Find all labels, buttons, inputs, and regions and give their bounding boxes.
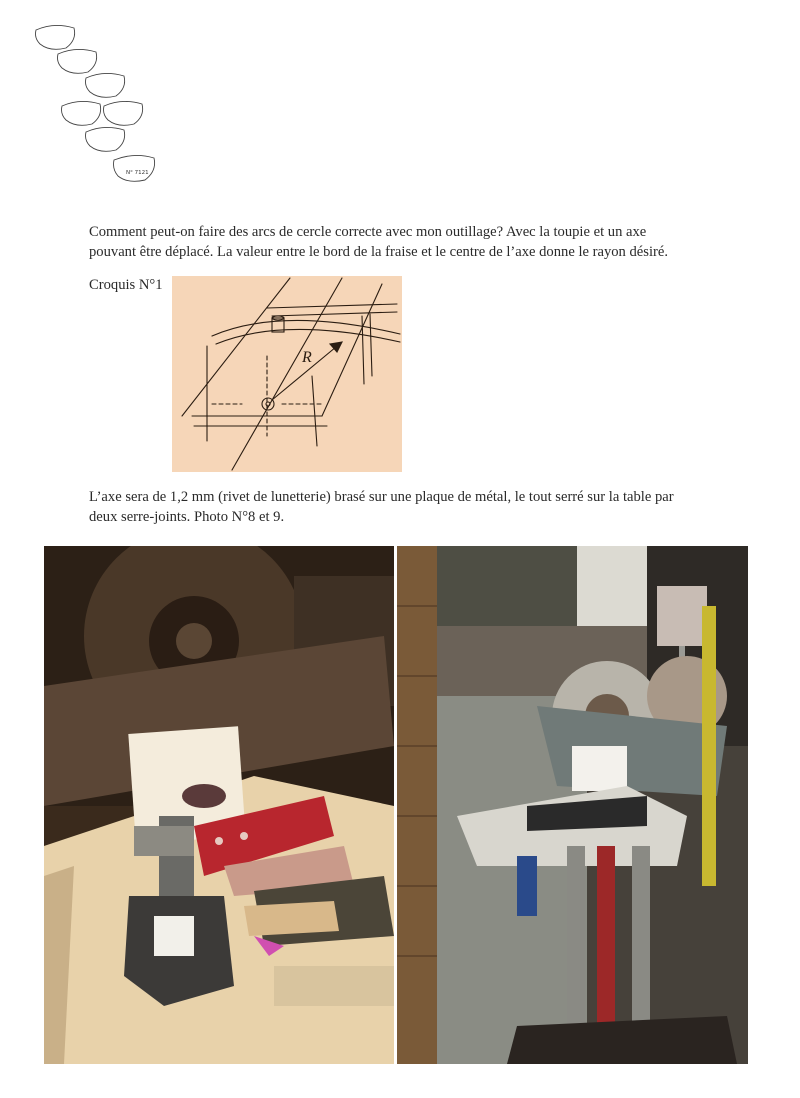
lens-outline bbox=[58, 49, 97, 73]
paragraph-axis: L’axe sera de 1,2 mm (rivet de lunetterie) brasé sur une plaque de métal, le tout serré sur la table par deux serre-joints. Photo N°8 et 9. bbox=[89, 489, 674, 525]
lens-outline bbox=[104, 101, 143, 125]
lens-outline bbox=[86, 127, 125, 151]
lens-outline-stack bbox=[30, 18, 170, 193]
lens-outline bbox=[36, 25, 75, 49]
photo-workbench bbox=[44, 546, 394, 1064]
lens-outline bbox=[62, 101, 101, 125]
sketch-caption: Croquis N°1 bbox=[89, 277, 163, 293]
paragraph-intro: Comment peut-on faire des arcs de cercle correcte avec mon outillage? Avec la toupie et un axe pouvant être déplacé. La valeur entre le bord de la fraise et le centre de l’axe donne le rayon désiré. bbox=[89, 224, 668, 260]
photo-grinder bbox=[397, 546, 748, 1064]
lens-label: N° 7121 bbox=[126, 170, 149, 176]
sketch-drawing bbox=[172, 276, 402, 472]
lens-outline bbox=[86, 73, 125, 97]
lens-outline bbox=[114, 155, 155, 181]
radius-label: R bbox=[302, 349, 312, 366]
